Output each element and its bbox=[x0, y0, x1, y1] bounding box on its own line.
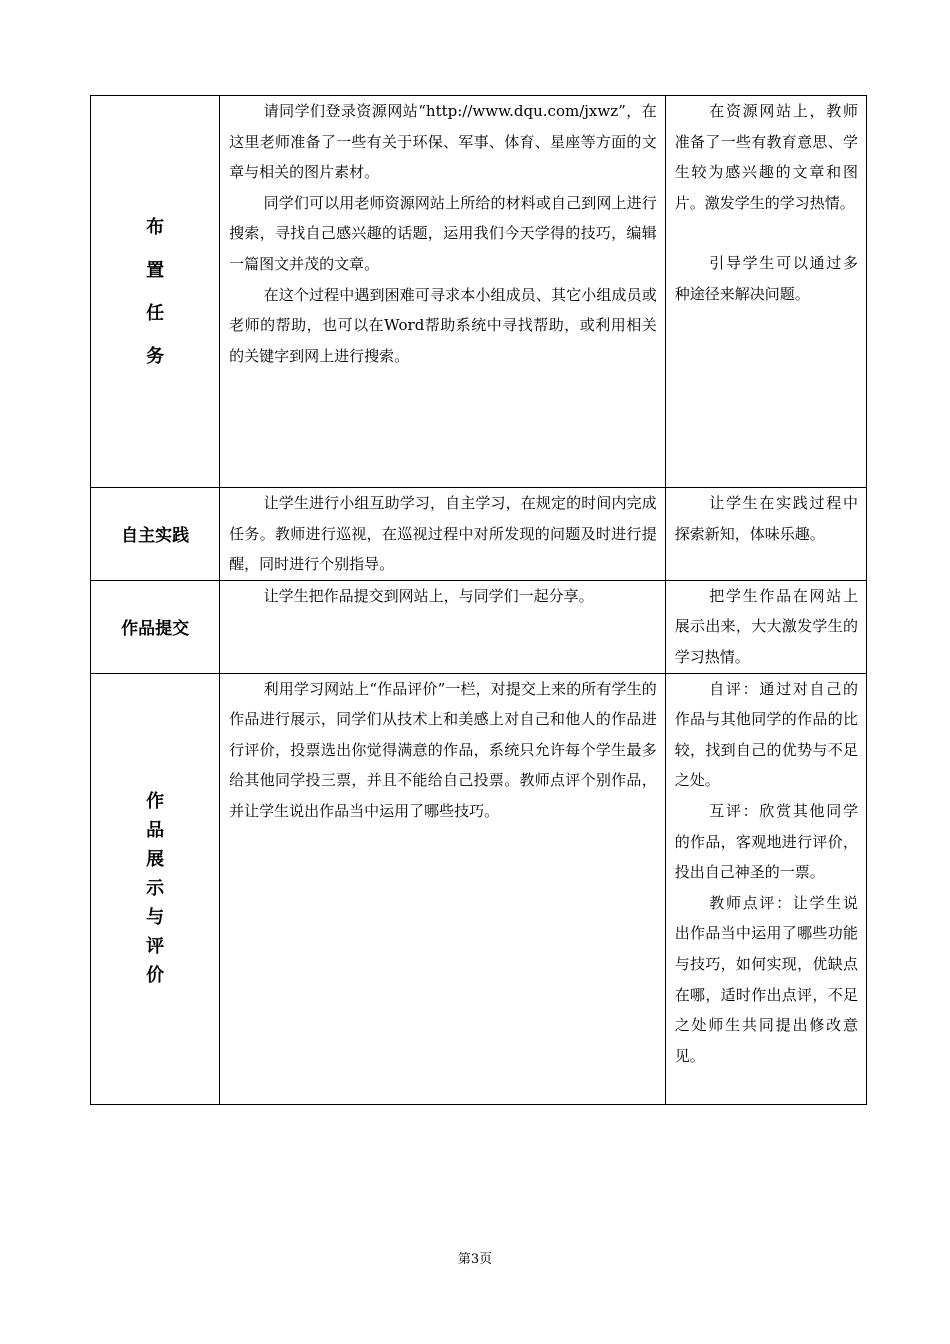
notes-cell bbox=[665, 488, 866, 581]
content-paragraph: 在这个过程中遇到困难可寻求本小组成员、其它小组成员或老师的帮助，也可以在Word帮助系统中寻找帮助，或利用相关的关键字到网上进行搜索。 bbox=[229, 285, 657, 365]
content-cell bbox=[220, 580, 666, 673]
notes-cell bbox=[665, 673, 866, 1104]
content-paragraph: 请同学们登录资源网站“http://www.dqu.com/jxwz”，在这里老师准备了一些有关于环保、军事、体育、星座等方面的文章与相关的图片素材。 bbox=[229, 102, 657, 182]
notes-paragraph: 把学生作品在网站上展示出来，大大激发学生的学习热情。 bbox=[674, 586, 858, 666]
table-row bbox=[91, 96, 867, 488]
label-char: 示 bbox=[146, 878, 165, 900]
table-row bbox=[91, 673, 867, 1104]
label-char: 与 bbox=[146, 907, 165, 929]
row-label: 作品提交 bbox=[121, 619, 190, 640]
notes-paragraph: 引导学生可以通过多种途径来解决问题。 bbox=[674, 254, 858, 303]
label-char: 作 bbox=[146, 791, 165, 813]
label-char: 布 bbox=[146, 216, 165, 238]
table-row bbox=[91, 488, 867, 581]
lesson-plan-table bbox=[90, 95, 867, 1105]
row-label-cell bbox=[91, 580, 220, 673]
notes-paragraph: 让学生在实践过程中探索新知，体味乐趣。 bbox=[674, 494, 858, 543]
label-char: 品 bbox=[146, 820, 165, 842]
content-cell bbox=[220, 673, 666, 1104]
content-cell bbox=[220, 96, 666, 488]
row-label-vertical bbox=[146, 206, 164, 378]
content-paragraph: 利用学习网站上“作品评价”一栏，对提交上来的所有学生的作品进行展示，同学们从技术上和美感上对自己和他人的作品进行评价，投票选出你觉得满意的作品，系统只允许每个学生最多给其他同学投三票，并且不能给自己投票。教师点评个别作品，并让学生说出作品当中运用了哪些技巧。 bbox=[229, 679, 657, 820]
row-label-cell bbox=[91, 673, 220, 1104]
row-label-vertical bbox=[146, 787, 164, 990]
content-cell bbox=[220, 488, 666, 581]
label-char: 务 bbox=[146, 345, 165, 367]
table-row bbox=[91, 580, 867, 673]
row-label-cell bbox=[91, 488, 220, 581]
notes-paragraph: 互评：欣赏其他同学的作品，客观地进行评价，投出自己神圣的一票。 bbox=[674, 801, 858, 882]
row-label: 自主实践 bbox=[121, 526, 190, 547]
label-char: 任 bbox=[146, 302, 165, 324]
label-char: 置 bbox=[146, 259, 165, 281]
content-paragraph: 同学们可以用老师资源网站上所给的材料或自己到网上进行搜索，寻找自己感兴趣的话题，运用我们今天学得的技巧，编辑一篇图文并茂的文章。 bbox=[229, 193, 657, 273]
row-label-cell bbox=[91, 96, 220, 488]
label-char: 价 bbox=[146, 965, 165, 987]
notes-paragraph: 教师点评：让学生说出作品当中运用了哪些功能与技巧，如何实现，优缺点在哪，适时作出点评，不足之处师生共同提出修改意见。 bbox=[674, 893, 858, 1065]
notes-cell bbox=[665, 580, 866, 673]
notes-paragraph: 自评：通过对自己的作品与其他同学的作品的比较，找到自己的优势与不足之处。 bbox=[674, 679, 858, 790]
notes-paragraph: 在资源网站上，教师准备了一些有教育意思、学生较为感兴趣的文章和图片。激发学生的学习热情。 bbox=[674, 102, 858, 212]
content-paragraph: 让学生进行小组互助学习，自主学习，在规定的时间内完成任务。教师进行巡视，在巡视过程中对所发现的问题及时进行提醒，同时进行个别指导。 bbox=[229, 494, 657, 574]
label-char: 评 bbox=[146, 936, 165, 958]
label-char: 展 bbox=[146, 849, 165, 871]
content-paragraph: 让学生把作品提交到网站上，与同学们一起分享。 bbox=[263, 586, 594, 605]
page-number: 第3页 bbox=[457, 1252, 493, 1267]
notes-cell bbox=[665, 96, 866, 488]
